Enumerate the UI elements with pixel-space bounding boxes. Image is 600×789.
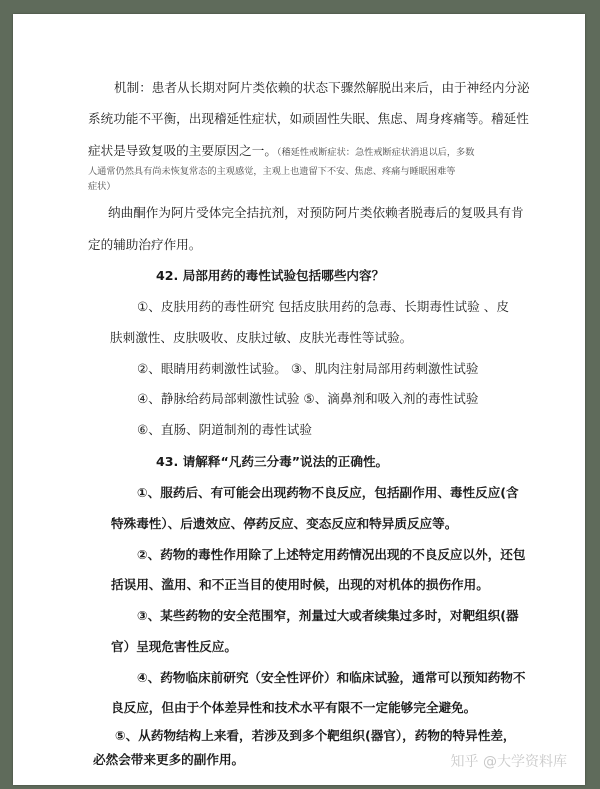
q42-item-1-line-1: ①、皮肤用药的毒性研究 包括皮肤用药的急毒、长期毒性试验 、皮 — [137, 299, 509, 314]
document-page — [13, 14, 585, 785]
mechanism-note-1: （稽延性戒断症状：急性戒断症状消退以后，多数 — [276, 147, 475, 158]
mechanism-note-3: 症状） — [88, 181, 116, 192]
q43-point-5-line-2: 必然会带来更多的副作用。 — [93, 752, 245, 767]
question-42-title: 42. 局部用药的毒性试验包括哪些内容？ — [156, 268, 385, 283]
question-43-title: 43. 请解释“凡药三分毒”说法的正确性。 — [156, 454, 389, 469]
naltrexone-line-2: 定的辅助治疗作用。 — [88, 237, 202, 252]
q43-point-2-line-2: 括误用、滥用、和不正当目的使用时候，出现的对机体的损伤作用。 — [111, 577, 489, 592]
q43-point-1-line-2: 特殊毒性）、后遗效应、停药反应、变态反应和特异质反应等。 — [111, 516, 458, 531]
q43-point-3-line-1: ③、某些药物的安全范围窄，剂量过大或者续集过多时，对靶组织(器 — [137, 608, 519, 623]
naltrexone-line-1: 纳曲酮作为阿片受体完全拮抗剂，对预防阿片类依赖者脱毒后的复吸具有肯 — [108, 205, 524, 220]
mechanism-line-3 — [88, 143, 474, 159]
mechanism-line-1: 机制：患者从长期对阿片类依赖的状态下骤然解脱出来后，由于神经内分泌 — [114, 80, 530, 95]
mechanism-line-2: 系统功能不平衡，出现稽延性症状，如顽固性失眠、焦虑、周身疼痛等。稽延性 — [88, 111, 529, 126]
mechanism-line-3-text: 症状是导致复吸的主要原因之一。 — [88, 143, 277, 158]
q43-point-4-line-1: ④、药物临床前研究（安全性评价）和临床试验，通常可以预知药物不 — [137, 670, 526, 685]
q42-item-1-line-2: 肤刺激性、皮肤吸收、皮肤过敏、皮肤光毒性等试验。 — [110, 330, 413, 345]
zhihu-watermark: 知乎 @大学资料库 — [450, 754, 567, 770]
q42-item-6: ⑥、直肠、阴道制剂的毒性试验 — [137, 422, 313, 437]
q43-point-5-line-1: ⑤、从药物结构上来看，若涉及到多个靶组织(器官），药物的特异性差， — [115, 728, 516, 743]
q43-point-2-line-1: ②、药物的毒性作用除了上述特定用药情况出现的不良反应以外，还包 — [137, 547, 526, 562]
q43-point-1-line-1: ①、服药后、有可能会出现药物不良反应，包括副作用、毒性反应(含 — [137, 485, 519, 500]
q42-item-2-3: ②、眼睛用药刺激性试验。 ③、肌肉注射局部用药刺激性试验 — [137, 361, 479, 376]
q43-point-4-line-2: 良反应，但由于个体差异性和技术水平有限不一定能够完全避免。 — [111, 700, 477, 715]
mechanism-note-2: 人通常仍然具有尚未恢复常态的主观感觉，主观上也遗留下不安、焦虑、疼痛与睡眠困难等 — [88, 166, 456, 177]
q43-point-3-line-2: 官）呈现危害性反应。 — [111, 639, 237, 654]
q42-item-4-5: ④、静脉给药局部刺激性试验 ⑤、滴鼻剂和吸入剂的毒性试验 — [137, 391, 479, 406]
